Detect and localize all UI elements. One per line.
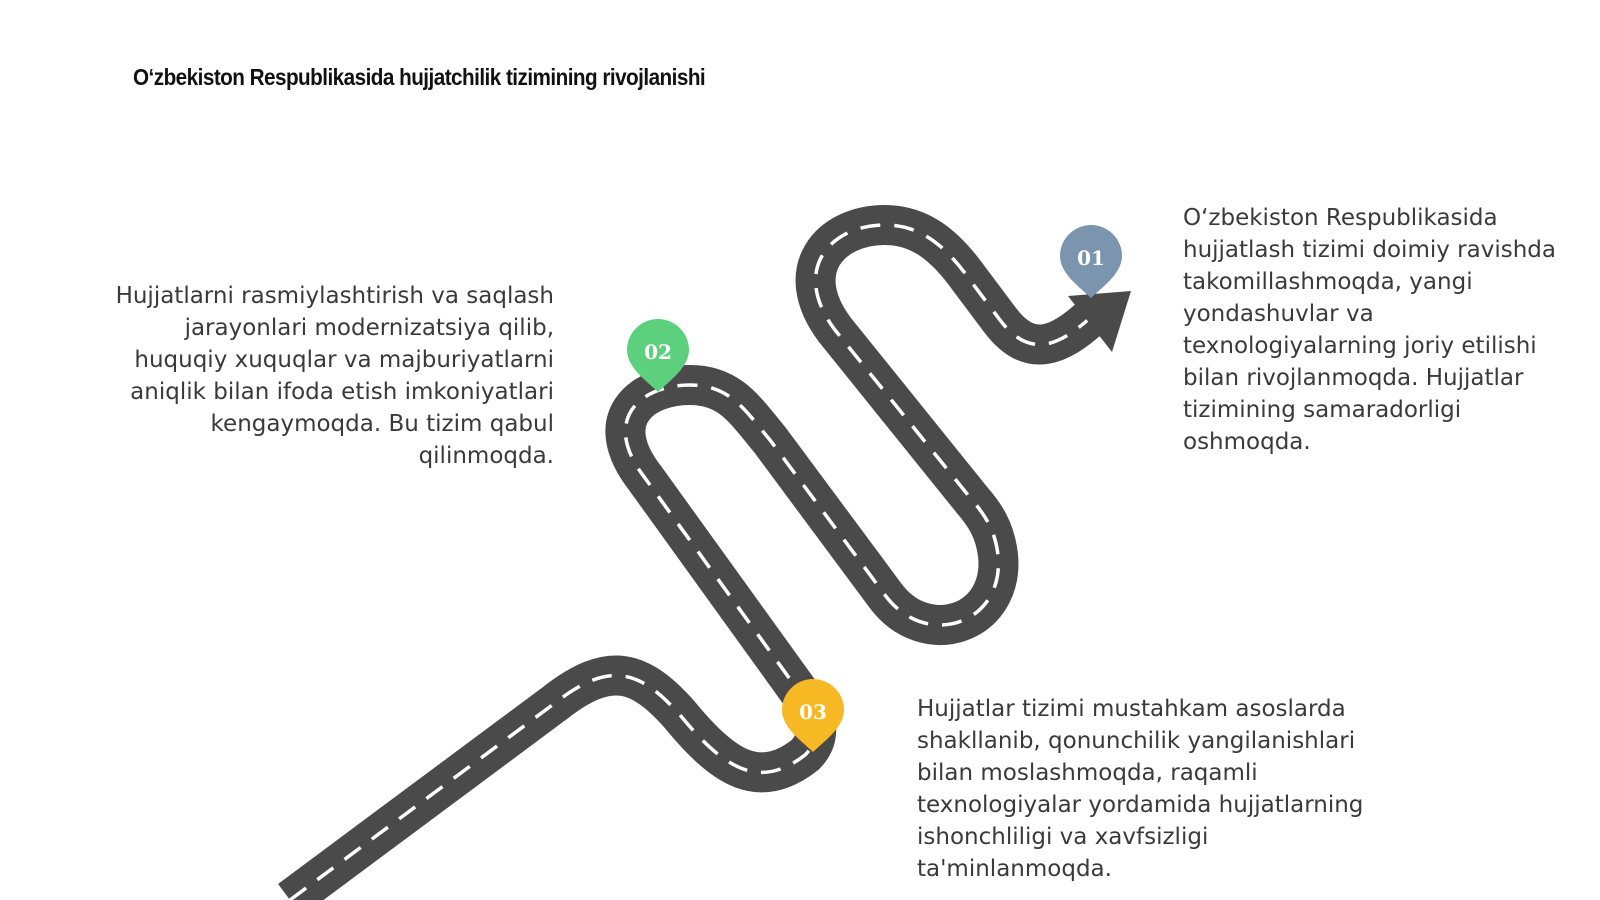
milestone-number-02: 02 [644,340,672,364]
milestone-03-description: Hujjatlar tizimi mustahkam asoslarda shakllanib, qonunchilik yangilanishlari bilan moslashmoqda, raqamli texnologiyalar yordamida hujjatlarning ishonchliligi va xavfsizligi ta'minlanmoqda. [917,696,1364,882]
milestone-01-description: O‘zbekiston Respublikasida hujjatlash tizimi doimiy ravishda takomillashmoqda, yangi yondashuvlar va texnologiyalarning joriy etilishi bilan rivojlanmoqda. Hujjatlar tizimining samaradorligi oshmoqda. [1183,205,1556,455]
milestone-02-description: Hujjatlarni rasmiylashtirish va saqlash jarayonlari modernizatsiya qilib, huquqiy xuquqlar va majburiyatlarni aniqlik bilan ifoda etish imkoniyatlari kengaymoqda. Bu tizim qabul qilinmoqda. [115,283,554,469]
milestone-number-03: 03 [799,700,827,724]
milestone-number-01: 01 [1077,246,1105,270]
slide-title: O‘zbekiston Respublikasida hujjatchilik tizimining rivojlanishi [133,64,706,90]
milestone-pin-01 [1060,225,1122,298]
